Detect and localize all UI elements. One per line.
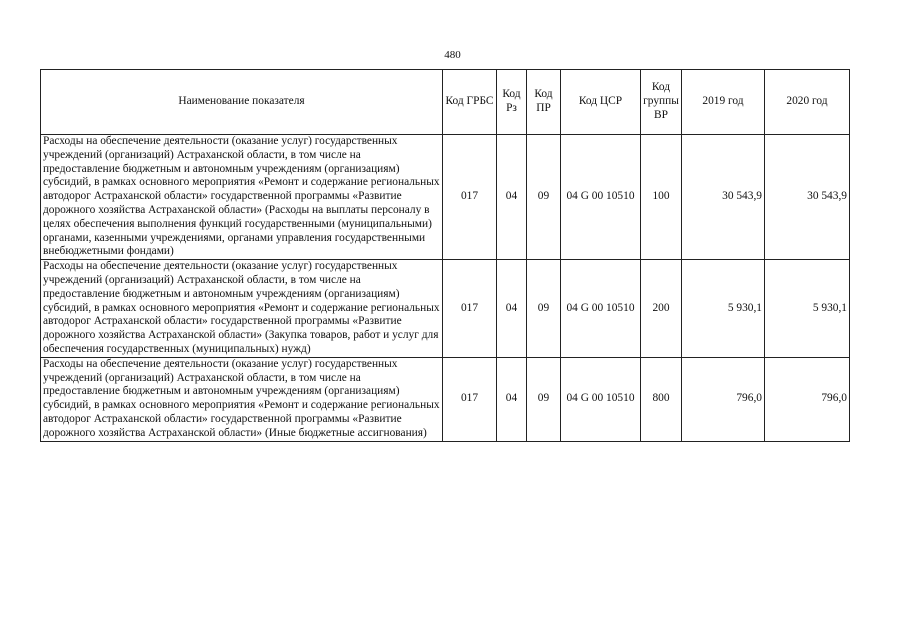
row-grbs: 017: [443, 260, 497, 358]
row-pr: 09: [527, 260, 561, 358]
row-2020: 796,0: [765, 357, 850, 441]
table-row: [41, 135, 850, 260]
row-pr: 09: [527, 135, 561, 260]
row-pr: 09: [527, 357, 561, 441]
row-vr: 100: [641, 135, 682, 260]
row-csr: 04 G 00 10510: [561, 135, 641, 260]
row-2019: 30 543,9: [682, 135, 765, 260]
row-csr: 04 G 00 10510: [561, 260, 641, 358]
header-rz: Код Рз: [497, 70, 527, 135]
budget-table: [40, 69, 850, 442]
row-2019: 5 930,1: [682, 260, 765, 358]
page-number: 480: [444, 49, 461, 61]
row-rz: 04: [497, 260, 527, 358]
header-grbs: Код ГРБС: [443, 70, 497, 135]
row-grbs: 017: [443, 135, 497, 260]
row-vr: 200: [641, 260, 682, 358]
row-2019: 796,0: [682, 357, 765, 441]
row-vr: 800: [641, 357, 682, 441]
header-name: Наименование показателя: [41, 70, 443, 135]
header-pr: Код ПР: [527, 70, 561, 135]
table-header-row: [41, 70, 850, 135]
row-2020: 5 930,1: [765, 260, 850, 358]
row-rz: 04: [497, 357, 527, 441]
header-2019: 2019 год: [682, 70, 765, 135]
row-csr: 04 G 00 10510: [561, 357, 641, 441]
row-2020: 30 543,9: [765, 135, 850, 260]
header-2020: 2020 год: [765, 70, 850, 135]
table-row: [41, 357, 850, 441]
row-grbs: 017: [443, 357, 497, 441]
header-vr: Код группы ВР: [641, 70, 682, 135]
row-name: Расходы на обеспечение деятельности (оказание услуг) государственных учреждений (организаций) Астраханской области, в том числе на предоставление бюджетным и автономным учреждениям (организациям) субсидий, в рамках основного мероприятия «Ремонт и содержание региональных автодорог Астраханской области» государственной программы «Развитие дорожного хозяйства Астраханской области» (Закупка товаров, работ и услуг для обеспечения государственных (муниципальных) нужд): [41, 260, 443, 358]
row-name: Расходы на обеспечение деятельности (оказание услуг) государственных учреждений (организаций) Астраханской области, в том числе на предоставление бюджетным и автономным учреждениям (организациям) субсидий, в рамках основного мероприятия «Ремонт и содержание региональных автодорог Астраханской области» государственной программы «Развитие дорожного хозяйства Астраханской области» (Расходы на выплаты персоналу в целях обеспечения выполнения функций государственными (муниципальными) органами, казенными учреждениями, органами управления государственными внебюджетными фондами): [41, 135, 443, 260]
row-name: Расходы на обеспечение деятельности (оказание услуг) государственных учреждений (организаций) Астраханской области, в том числе на предоставление бюджетным и автономным учреждениям (организациям) субсидий, в рамках основного мероприятия «Ремонт и содержание региональных автодорог Астраханской области» государственной программы «Развитие дорожного хозяйства Астраханской области» (Иные бюджетные ассигнования): [41, 357, 443, 441]
table-row: [41, 260, 850, 358]
row-rz: 04: [497, 135, 527, 260]
header-csr: Код ЦСР: [561, 70, 641, 135]
